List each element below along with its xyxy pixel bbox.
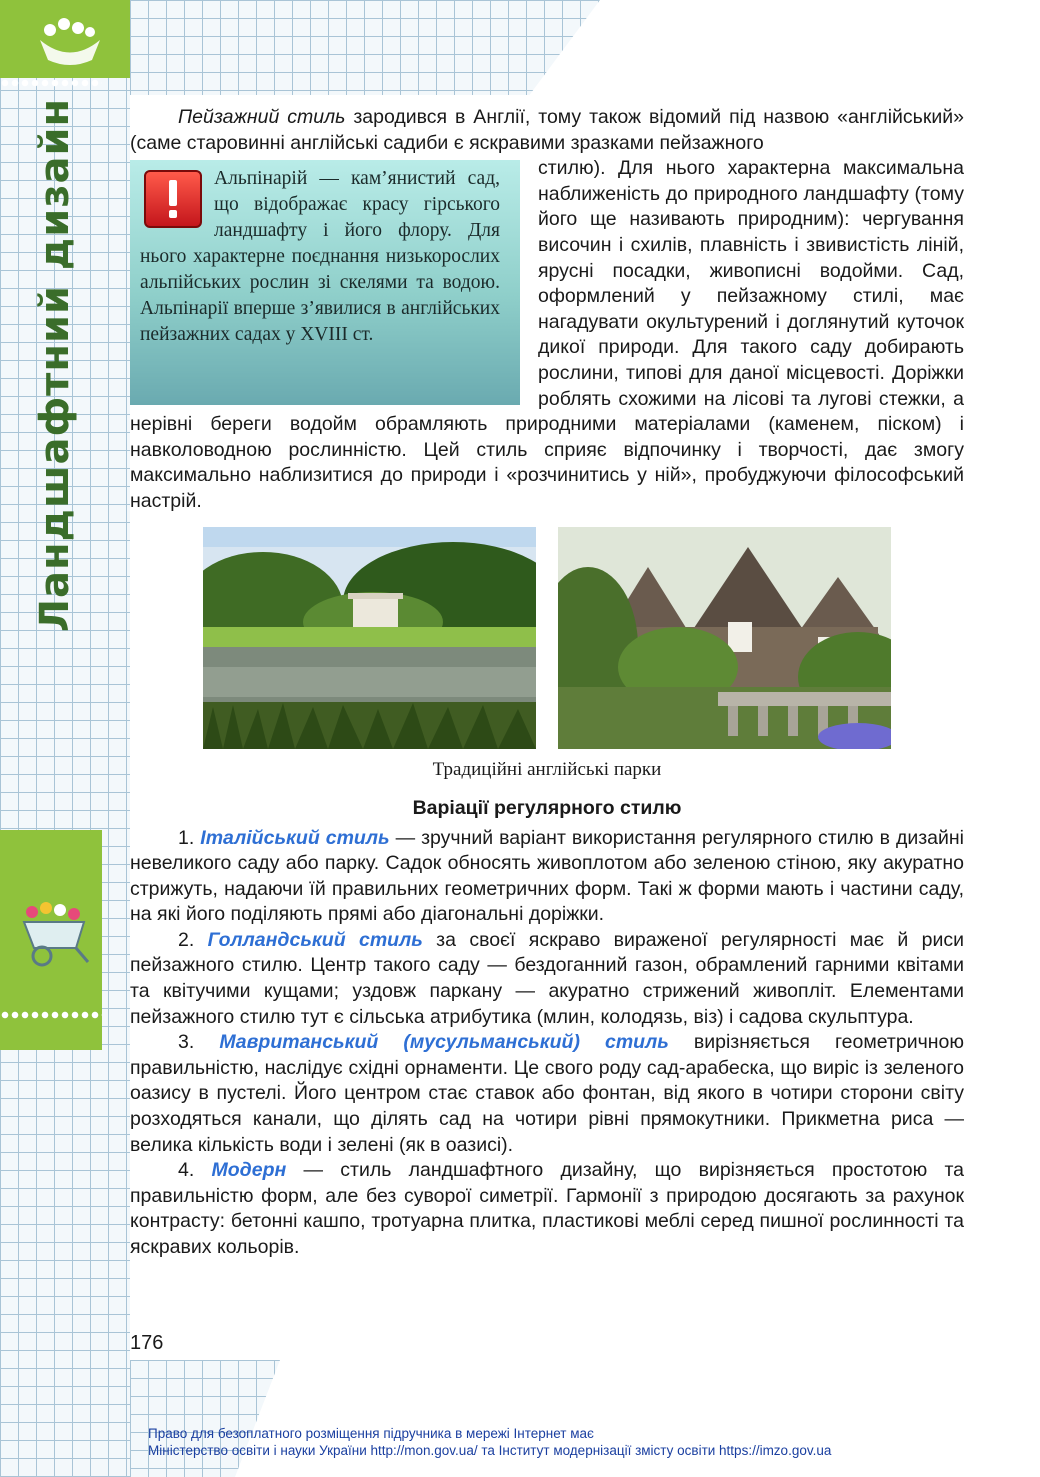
exclamation-icon	[144, 170, 202, 228]
variation-text: за своєї яскраво вираженої регулярності має й риси пейзажного стилю. Центр такого саду — бездоганний газон, обрамлений гарними квітами та квітучими кущами; уздовж паркану — акуратно стрижений живопліт. Елементами пейзажного стилю тут є сільська атрибутика (млин, колодязь, віз) і садова скульптура.	[130, 928, 965, 1028]
variation-item-dutch	[130, 928, 964, 1030]
english-manor-garden-photo	[558, 527, 891, 749]
grid-background-top	[130, 0, 600, 95]
variation-text: вирізняється геометричною правильністю, наслідує східні орнаменти. Це свого роду сад-арабеска, що виріс із зеленого оазису в пустелі. Його центром стає ставок або фонтан, від якого в чотири сторони світу розходяться канали, що ділять сад на чотири рівні прямокутники. Прикметна риса — велика кількість води і зелені (як в оазисі).	[130, 1031, 964, 1156]
license-footer	[148, 1425, 948, 1459]
variation-term: Мавританський (мусульманський) стиль	[219, 1031, 669, 1054]
intro-term: Пейзажний стиль	[178, 106, 346, 128]
variation-item-modern	[130, 1158, 964, 1260]
intro-text-start: зародився в Англії, тому також відомий під назвою «англійський» (саме старовинні англійські садиби є яскравими зразками пейзажного	[130, 106, 964, 154]
variation-term: Італійський стиль	[200, 826, 390, 849]
footer-line-2: Міністерство освіти і науки України http://mon.gov.ua/ та Інститут модернізації змісту освіти https://imzo.gov.ua	[148, 1443, 832, 1458]
variation-term: Голландський стиль	[207, 928, 423, 951]
variation-number: 1.	[178, 826, 195, 849]
side-chapter-title: Ландшафтний дизайн	[32, 97, 79, 633]
photo-row	[130, 527, 964, 749]
lace-border	[0, 78, 102, 88]
flower-basket-icon	[30, 10, 110, 70]
intro-paragraph	[130, 105, 964, 156]
photo-caption: Традиційні англійські парки	[432, 758, 662, 780]
page-number: 176	[130, 1332, 164, 1354]
intro-paragraph-continued: стилю). Для нього характерна максимальна наближеність до природного ландшафту (тому його ще називають природним): чергування височин і схилів, плавність і звивистість ліній, ярусні посадки, живописні водойми. Сад, оформлений у пейзажному стилі, має нагадувати окультурений і доглянутий куточок дикої природи. Для такого саду добирають рослини, типові для даної місцевості. Доріжки роблять схожими на лісові та лугові стежки, а нерівні береги водойм обрамляють природними матеріалами (каменем, піском) і навколоводною рослинністю. Цей стиль сприяє відпочинку і творчості, дає змогу максимально наблизитися до природи і «розчинитись у ній», пробуджуючи філософський настрій.	[130, 157, 964, 512]
variation-term: Модерн	[211, 1159, 287, 1182]
exclamation-glyph-icon	[146, 172, 200, 226]
info-callout	[130, 160, 520, 405]
section-heading: Варіації регулярного стилю	[412, 796, 682, 819]
lace-border	[0, 1010, 102, 1020]
page-content	[130, 105, 964, 1261]
english-park-lake-photo	[203, 527, 536, 749]
corner-green-tab	[0, 0, 130, 78]
grid-background-bottom	[130, 1360, 280, 1477]
callout-text: Альпінарій — кам’янистий сад, що відображає красу гірського ландшафту і його флору. Для нього характерне поєднання низькорослих альпійських рослин зі скелями та водою. Альпінарії вперше з’явилися в англійських пейзажних садах у XVIII ст.	[140, 168, 500, 346]
variation-text: — стиль ландшафтного дизайну, що вирізняється простотою та правильністю форм, але без суворої симетрії. Гармонії з природою досягають за рахунок контрасту: бетонні кашпо, тротуарна плитка, пластикові меблі серед пишної рослинності та яскравих кольорів.	[130, 1159, 965, 1258]
variation-number: 3.	[178, 1031, 195, 1054]
footer-line-1: Право для безоплатного розміщення підручника в мережі Інтернет має	[148, 1426, 594, 1441]
variation-number: 2.	[178, 928, 195, 951]
garden-wheelbarrow-icon	[18, 900, 90, 970]
variation-number: 4.	[178, 1159, 195, 1182]
variation-text: — зручний варіант використання регулярного стилю в дизайні невеликого саду або парку. Садок обносять живоплотом або зеленою стіною, яку акуратно стрижуть, надаючи їй правильних геометричних форм. Такі ж форми мають і частини саду, на які його поділяють прямі або діагональні доріжки.	[130, 826, 965, 926]
variation-item-moorish	[130, 1030, 964, 1158]
variation-item-italian	[130, 826, 964, 928]
